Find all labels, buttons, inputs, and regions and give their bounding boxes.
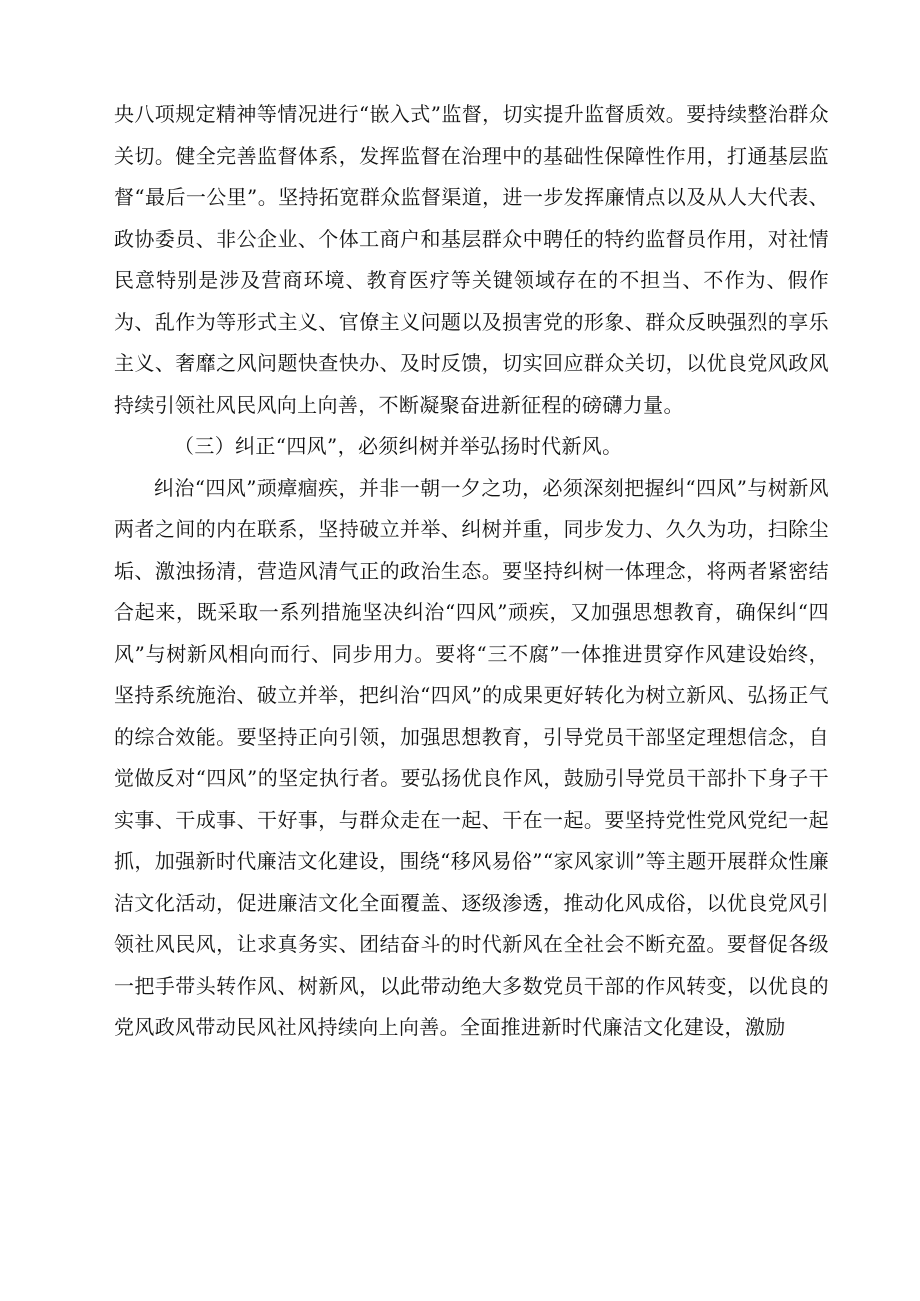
- paragraph-body: 纠治“四风”顽瘴痼疾，并非一朝一夕之功，必须深刻把握纠“四风”与树新风两者之间的内在联系，坚持破立并举、纠树并重，同步发力、久久为功，扫除尘垢、激浊扬清，营造风清气正的政治生态。要坚持纠树一体理念，将两者紧密结合起来，既采取一系列措施坚决纠治“四风”顽疾，又加强思想教育，确保纠“四风”与树新风相向而行、同步用力。要将“三不腐”一体推进贯穿作风建设始终，坚持系统施治、破立并举，把纠治“四风”的成果更好转化为树立新风、弘扬正气的综合效能。要坚持正向引领，加强思想教育，引导党员干部坚定理想信念，自觉做反对“四风”的坚定执行者。要弘扬优良作风，鼓励引导党员干部扑下身子干实事、干成事、干好事，与群众走在一起、干在一起。要坚持党性党风党纪一起抓，加强新时代廉洁文化建设，围绕“移风易俗”“家风家训”等主题开展群众性廉洁文化活动，促进廉洁文化全面覆盖、逐级渗透，推动化风成俗，以优良党风引领社风民风，让求真务实、团结奋斗的时代新风在全社会不断充盈。要督促各级一把手带头转作风、树新风，以此带动绝大多数党员干部的作风转变，以优良的党风政风带动民风社风持续向上向善。全面推进新时代廉洁文化建设，激励: [114, 475, 829, 1039]
- paragraph-continuation: 央八项规定精神等情况进行“嵌入式”监督，切实提升监督质效。要持续整治群众关切。健全完善监督体系，发挥监督在治理中的基础性保障性作用，打通基层监督“最后一公里”。坚持拓宽群众监督渠道，进一步发挥廉情点以及从人大代表、政协委员、非公企业、个体工商户和基层群众中聘任的特约监督员作用，对社情民意特别是涉及营商环境、教育医疗等关键领域存在的不担当、不作为、假作为、乱作为等形式主义、官僚主义问题以及损害党的形象、群众反映强烈的享乐主义、奢靡之风问题快查快办、及时反馈，切实回应群众关切，以优良党风政风持续引领社风民风向上向善，不断凝聚奋进新征程的磅礴力量。: [114, 102, 829, 417]
- section-heading: （三）纠正“四风”，必须纠树并举弘扬时代新风。: [174, 434, 623, 458]
- document-body: [114, 94, 829, 1049]
